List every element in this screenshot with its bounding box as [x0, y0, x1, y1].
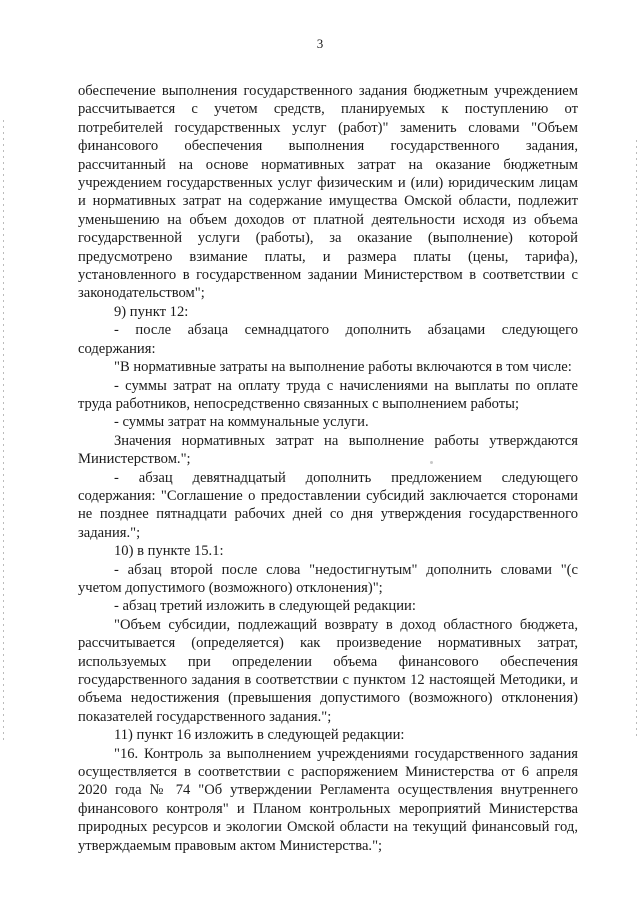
paragraph: - суммы затрат на оплату труда с начислениями на выплаты по оплате труда работников, непосредственно связанных с выполнением работы; — [78, 377, 578, 412]
paragraph: 9) пункт 12: — [114, 303, 189, 320]
scan-edge-right — [636, 140, 637, 740]
paragraph: обеспечение выполнения государственного задания бюджетным учреждением рассчитывается с учетом средств, планируемых к поступлению от потребителей государственных услуг (работ)" заменить словами "Объем финансового обеспечения выполнения государственного задания, рассчитанный на основе нормативных затрат на оказание бюджетным учреждением государственных услуг физическим и (или) юридическим лицам и нормативных затрат на содержание имущества Омской области, подлежит уменьшению на объем доходов от платной деятельности исходя из объема государственной услуги (работы), за оказание (выполнение) которой предусмотрено взимание платы, и размера платы (цены, тарифа), установленного в государственном задании Министерством в соответствии с законодательством"; — [78, 83, 578, 302]
paragraph: "В нормативные затраты на выполнение работы включаются в том числе: — [114, 359, 572, 376]
paragraph: - суммы затрат на коммунальные услуги. — [114, 414, 369, 431]
paragraph: - абзац второй после слова "недостигнутым" дополнить словами "(с учетом допустимого (возможного) отклонения)"; — [78, 561, 578, 596]
paragraph: "Объем субсидии, подлежащий возврату в доход областного бюджета, рассчитывается (определяется) как произведение нормативных затрат, используемых при определении объема финансового обеспечения государственного задания в соответствии с пунктом 12 настоящей Методики, и объема недостижения (превышения допустимого (возможного) отклонения) показателей государственного задания."; — [78, 616, 578, 725]
paragraph: - абзац девятнадцатый дополнить предложением следующего содержания: "Соглашение о предоставлении субсидий заключается сторонами не позднее пятнадцати рабочих дней со дня утверждения государственного задания."; — [78, 469, 578, 541]
paragraph: - абзац третий изложить в следующей редакции: — [114, 598, 416, 615]
paragraph: Значения нормативных затрат на выполнение работы утверждаются Министерством."; — [78, 432, 578, 468]
scan-edge-left — [3, 120, 4, 740]
paragraph: "16. Контроль за выполнением учреждениями государственного задания осуществляется в соответствии с распоряжением Министерства от 6 апреля 2020 года № 74 "Об утверждении Регламента осуществления внутреннего финансового контроля" и Планом контрольных мероприятий Министерства природных ресурсов и экологии Омской области на текущий финансовый год, утверждаемым правовым актом Министерства."; — [78, 745, 578, 854]
paragraph: 10) в пункте 15.1: — [114, 543, 224, 560]
document-body — [78, 82, 578, 855]
paragraph: 11) пункт 16 изложить в следующей редакции: — [114, 727, 405, 744]
paragraph: - после абзаца семнадцатого дополнить абзацами следующего содержания: — [78, 322, 578, 357]
page-number: 3 — [316, 36, 324, 51]
